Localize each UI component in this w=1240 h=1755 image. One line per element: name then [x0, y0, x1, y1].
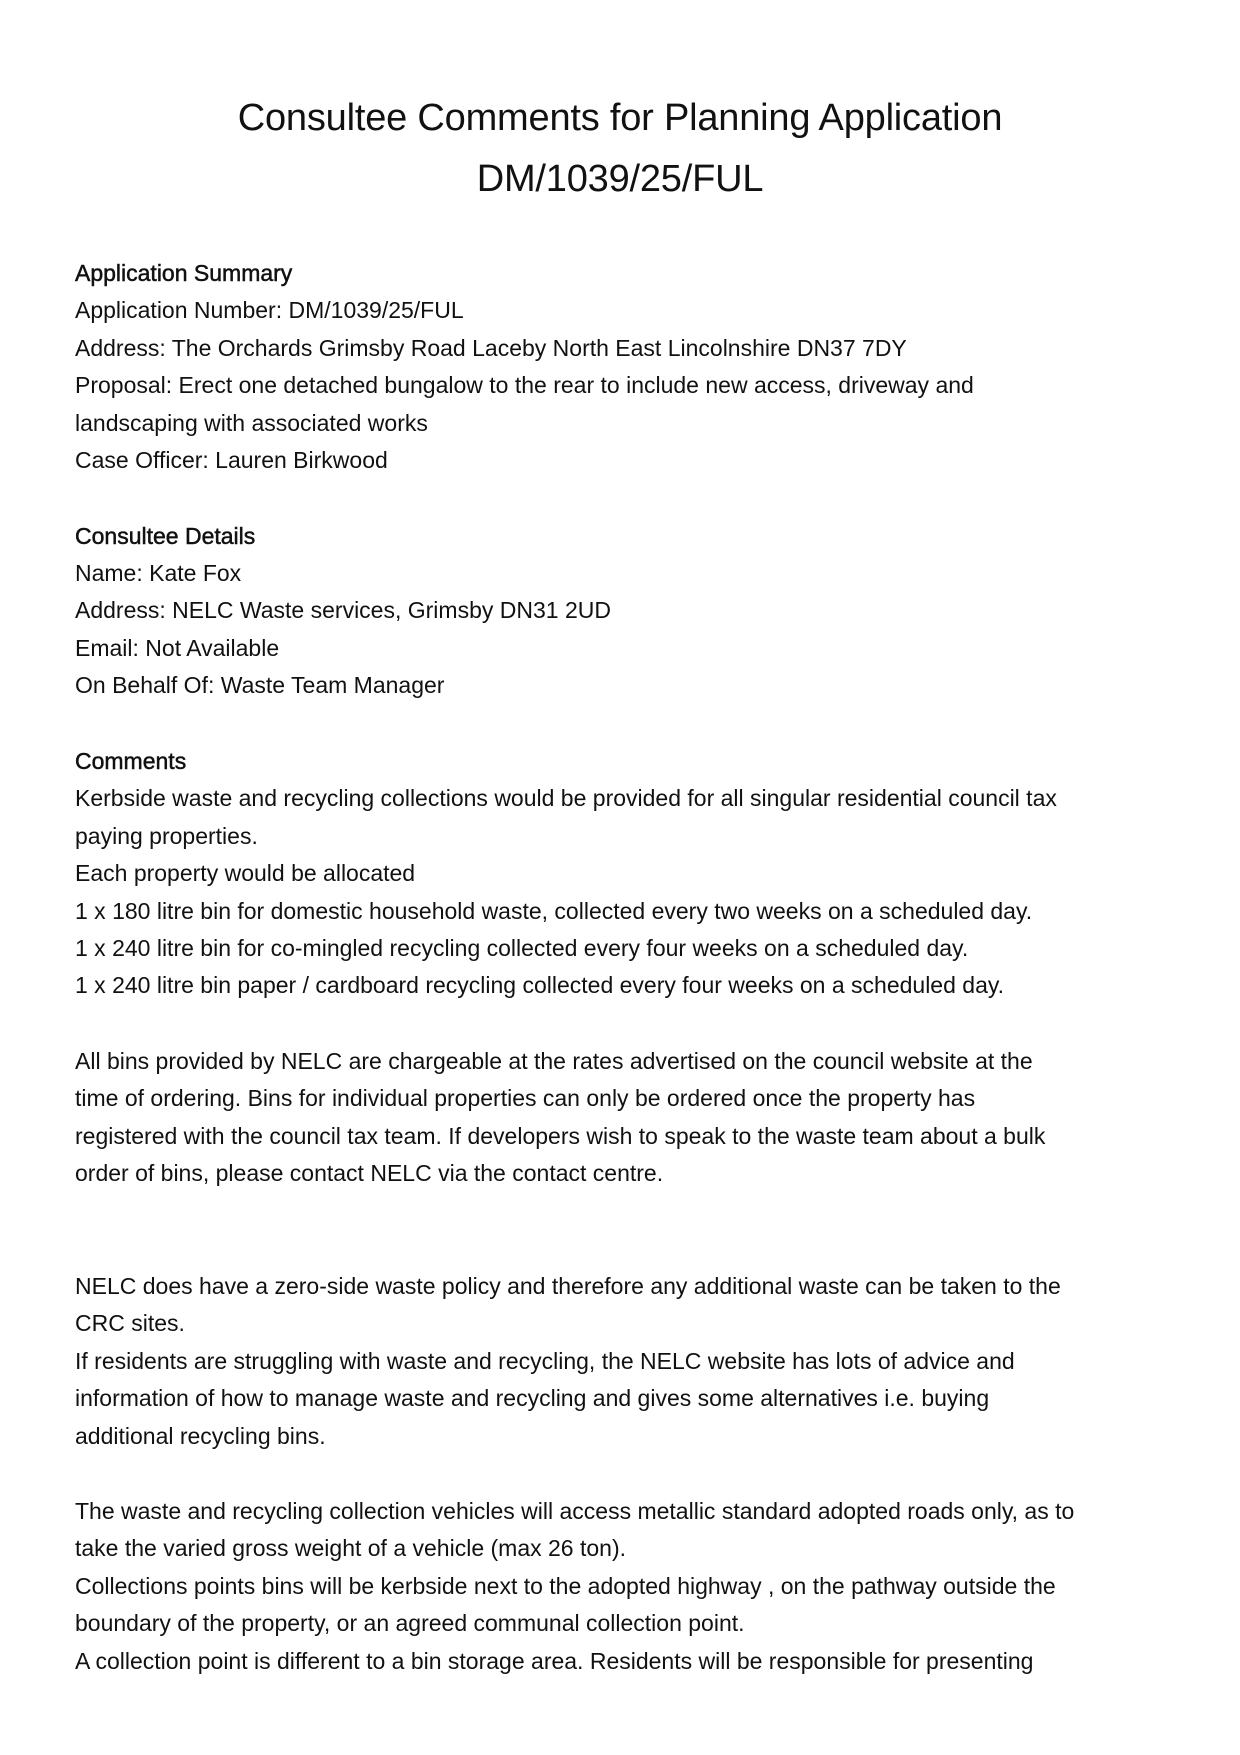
comment-line: Kerbside waste and recycling collections would be provided for all singular residential council tax: [75, 785, 1057, 811]
comment-line: boundary of the property, or an agreed communal collection point.: [75, 1610, 745, 1636]
page-title: Consultee Comments for Planning Application: [237, 97, 1003, 139]
case-officer: Case Officer: Lauren Birkwood: [75, 447, 388, 473]
proposal-line: Proposal: Erect one detached bungalow to the rear to include new access, driveway and: [75, 372, 974, 398]
comment-line: The waste and recycling collection vehicles will access metallic standard adopted roads only, as to: [75, 1498, 1075, 1524]
application-number: Application Number: DM/1039/25/FUL: [75, 297, 464, 323]
comment-line: 1 x 240 litre bin paper / cardboard recycling collected every four weeks on a scheduled day.: [75, 972, 1005, 998]
comment-line: take the varied gross weight of a vehicle (max 26 ton).: [75, 1535, 627, 1561]
application-address: Address: The Orchards Grimsby Road Laceby North East Lincolnshire DN37 7DY: [75, 335, 907, 361]
comment-line: time of ordering. Bins for individual properties can only be ordered once the property has: [75, 1085, 976, 1111]
comment-line: Collections points bins will be kerbside next to the adopted highway , on the pathway outside the: [75, 1573, 1056, 1599]
comment-line: All bins provided by NELC are chargeable at the rates advertised on the council website at the: [75, 1048, 1033, 1074]
consultee-email: Email: Not Available: [75, 635, 280, 661]
comment-line: Each property would be allocated: [75, 860, 416, 886]
consultee-name: Name: Kate Fox: [75, 560, 242, 586]
comment-line: NELC does have a zero-side waste policy and therefore any additional waste can be taken to the: [75, 1273, 1061, 1299]
comment-line: information of how to manage waste and recycling and gives some alternatives i.e. buying: [75, 1385, 990, 1411]
comment-line: A collection point is different to a bin storage area. Residents will be responsible for presenting: [75, 1648, 1034, 1674]
application-summary-heading: Application Summary: [75, 260, 293, 286]
proposal-line: landscaping with associated works: [75, 410, 428, 436]
consultee-address: Address: NELC Waste services, Grimsby DN31 2UD: [75, 597, 611, 623]
comment-line: 1 x 240 litre bin for co-mingled recycling collected every four weeks on a scheduled day.: [75, 935, 969, 961]
consultee-on-behalf-of: On Behalf Of: Waste Team Manager: [75, 672, 445, 698]
comments-heading: Comments: [75, 748, 187, 774]
comment-line: If residents are struggling with waste and recycling, the NELC website has lots of advice and: [75, 1348, 1015, 1374]
application-reference-title: DM/1039/25/FUL: [476, 158, 764, 200]
comment-line: additional recycling bins.: [75, 1423, 326, 1449]
comment-line: paying properties.: [75, 823, 258, 849]
consultee-details-heading: Consultee Details: [75, 523, 256, 549]
comment-line: order of bins, please contact NELC via the contact centre.: [75, 1160, 664, 1186]
comment-line: 1 x 180 litre bin for domestic household waste, collected every two weeks on a scheduled day.: [75, 898, 1033, 924]
comment-line: registered with the council tax team. If developers wish to speak to the waste team about a bulk: [75, 1123, 1046, 1149]
comment-line: CRC sites.: [75, 1310, 185, 1336]
